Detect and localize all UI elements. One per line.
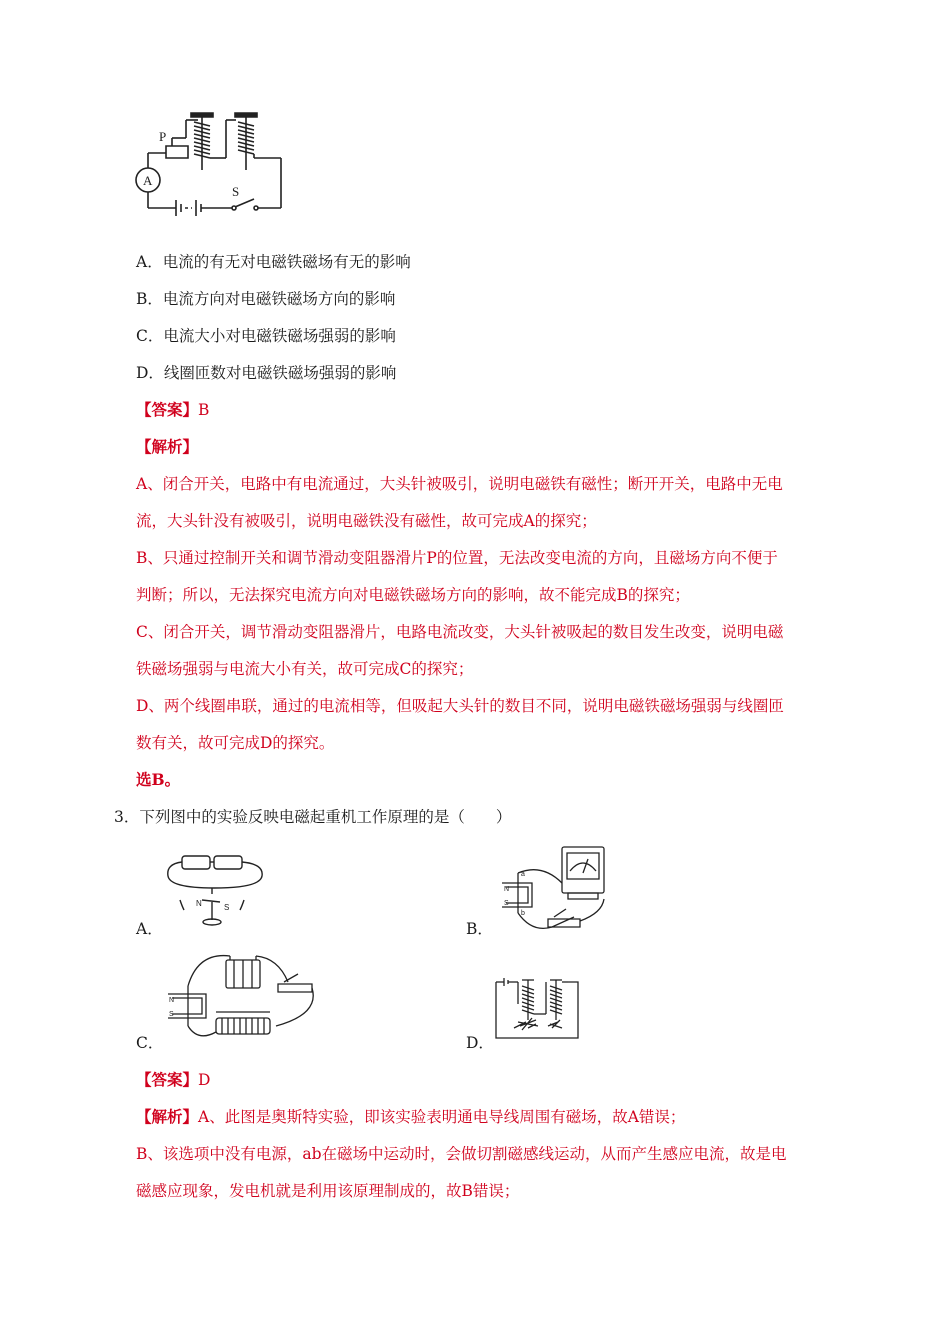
q3-option-a-label: A． <box>136 920 163 938</box>
magnet-label-s: S <box>504 900 509 907</box>
q3-figure-d-electromagnets <box>492 976 584 1046</box>
motor-magnet-label-n: N <box>169 997 175 1004</box>
electromagnet-circuit-figure <box>128 108 298 218</box>
q3-analysis-line: A、此图是奥斯特实验，即该实验表明通电导线周围有磁场，故A错误； <box>198 1108 686 1126</box>
q3-analysis-first <box>136 1107 685 1127</box>
needle-label-n: N <box>196 899 202 908</box>
q2-analysis-line: 判断；所以，无法探究电流方向对电磁铁磁场方向的影响，故不能完成B的探究； <box>136 586 690 604</box>
q2-answer-value: B <box>198 401 210 419</box>
q3-figure-c-motor <box>158 952 323 1047</box>
q2-analysis-line: B、只通过控制开关和调节滑动变阻器滑片P的位置，无法改变电流的方向，且磁场方向不便于 <box>136 549 778 567</box>
wire-label-b: b <box>521 910 525 917</box>
motor-magnet-label-s: S <box>169 1011 174 1018</box>
q2-analysis-line: 数有关，故可完成D的探究。 <box>136 734 335 752</box>
magnet-label-n: N <box>504 886 510 893</box>
ammeter-label-a: A <box>143 173 153 188</box>
needle-label-s: S <box>224 903 230 912</box>
q3-answer-tag: 【答案】 <box>136 1070 199 1089</box>
q3-option-c-label: C． <box>136 1034 164 1052</box>
q3-answer-row <box>136 1070 210 1090</box>
q2-option-c: C．电流大小对电磁铁磁场强弱的影响 <box>136 327 396 345</box>
q2-analysis-line: C、闭合开关，调节滑动变阻器滑片，电路电流改变，大头针被吸起的数目发生改变，说明电磁 <box>136 623 784 641</box>
q2-analysis-tag: 【解析】 <box>136 437 199 456</box>
q3-stem: 3．下列图中的实验反映电磁起重机工作原理的是（ ） <box>114 808 512 826</box>
q3-answer-value: D <box>198 1071 211 1089</box>
wire-label-a: a <box>521 871 525 878</box>
rheostat-label-p: P <box>159 129 167 144</box>
q3-analysis-line: 磁感应现象，发电机就是利用该原理制成的，故B错误； <box>136 1182 520 1200</box>
q2-option-d: D．线圈匝数对电磁铁磁场强弱的影响 <box>136 364 397 382</box>
q2-answer-row <box>136 400 209 420</box>
q3-analysis-tag: 【解析】 <box>136 1107 199 1126</box>
q2-conclusion: 选B。 <box>136 770 181 789</box>
q3-option-b-label: B． <box>466 920 493 938</box>
q2-analysis-line: 流，大头针没有被吸引，说明电磁铁没有磁性，故可完成A的探究； <box>136 512 597 530</box>
q2-answer-tag: 【答案】 <box>136 400 199 419</box>
q2-analysis-line: D、两个线圈串联，通过的电流相等，但吸起大头针的数目不同，说明电磁铁磁场强弱与线圈匝 <box>136 697 784 715</box>
q3-analysis-line: B、该选项中没有电源，ab在磁场中运动时，会做切割磁感线运动，从而产生感应电流，故是电 <box>136 1145 787 1163</box>
q2-analysis-line: 铁磁场强弱与电流大小有关，故可完成C的探究； <box>136 660 474 678</box>
switch-label-s: S <box>232 184 240 199</box>
q3-figure-a-oersted <box>162 850 272 930</box>
q3-figure-b-generator <box>492 843 617 933</box>
q3-option-d-label: D． <box>466 1034 494 1052</box>
q2-option-b: B．电流方向对电磁铁磁场方向的影响 <box>136 290 396 308</box>
q2-option-a: A．电流的有无对电磁铁磁场有无的影响 <box>136 253 411 271</box>
q2-analysis-line: A、闭合开关，电路中有电流通过，大头针被吸引，说明电磁铁有磁性；断开开关，电路中无电 <box>136 475 783 493</box>
